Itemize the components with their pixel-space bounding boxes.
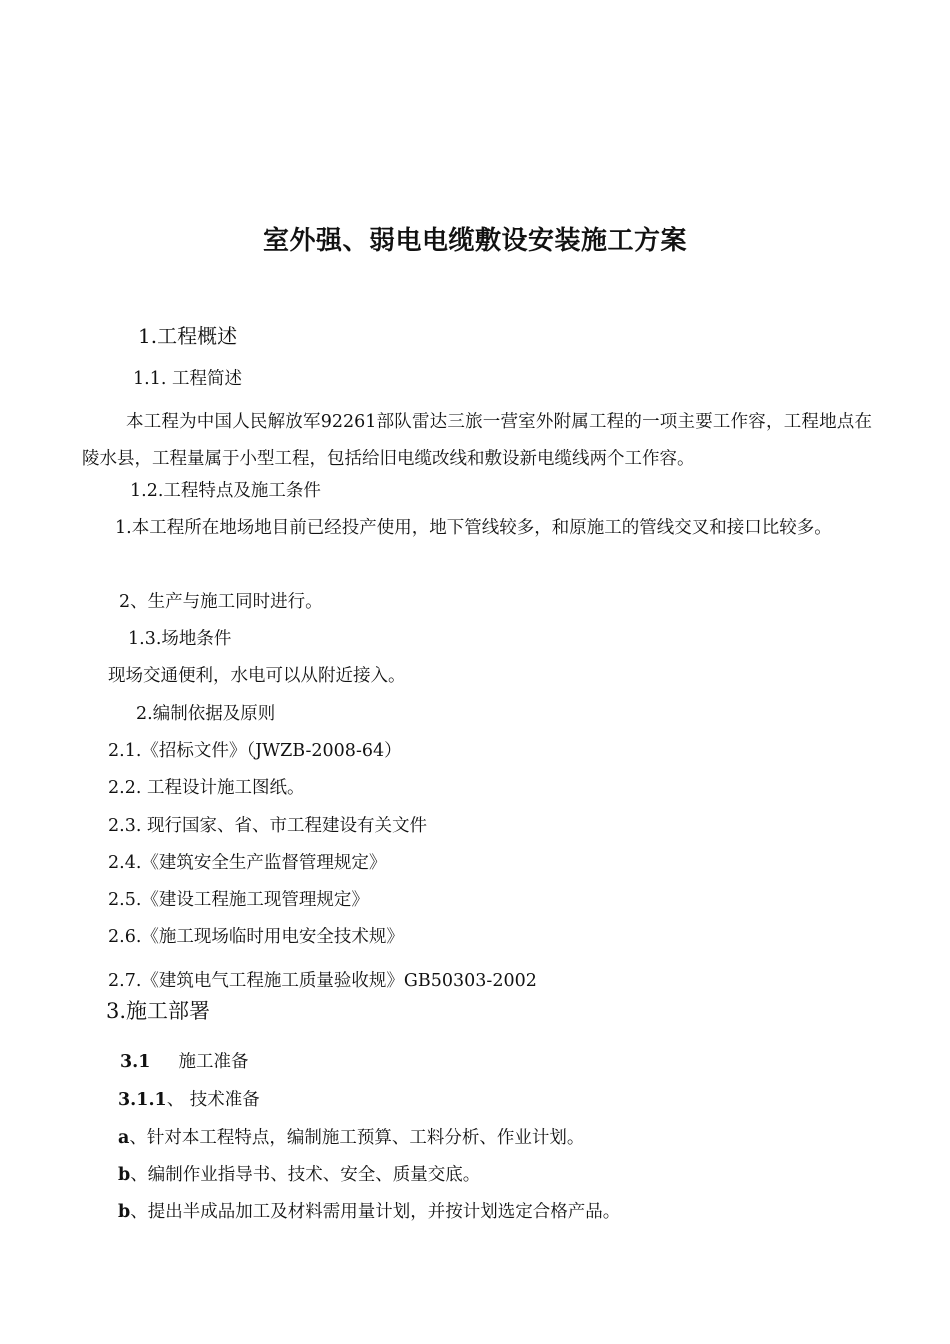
list-item-b-2 bbox=[118, 1200, 620, 1224]
section-3-heading: 3.施工部署 bbox=[106, 999, 211, 1023]
list-item-a-letter: a bbox=[118, 1128, 130, 1148]
list-item-b-1-letter: b bbox=[118, 1165, 131, 1185]
section-1-1-heading: 1.1. 工程简述 bbox=[133, 369, 242, 389]
list-item-a-text: 、针对本工程特点，编制施工预算、工料分析、作业计划。 bbox=[129, 1128, 585, 1148]
section-1-1-paragraph: 本工程为中国人民解放军92261部队雷达三旅一营室外附属工程的一项主要工作容，工程地点在陵水县，工程量属于小型工程，包括给旧电缆改线和敷设新电缆线两个工作容。 bbox=[82, 412, 872, 469]
list-item-b-1 bbox=[118, 1163, 480, 1187]
section-2-item: 2.4.《建筑安全生产监督管理规定》 bbox=[108, 853, 387, 873]
list-item-a bbox=[118, 1126, 584, 1150]
section-3-1-1-number: 3.1.1 bbox=[118, 1090, 167, 1110]
document-title: 室外强、弱电电缆敷设安装施工方案 bbox=[262, 226, 687, 256]
section-2-item: 2.3. 现行国家、省、市工程建设有关文件 bbox=[108, 816, 427, 836]
section-2-item: 2.7.《建筑电气工程施工质量验收规》GB50303-2002 bbox=[108, 971, 537, 991]
section-1-heading: 1.工程概述 bbox=[138, 324, 238, 348]
section-1-2-item-2: 2、生产与施工同时进行。 bbox=[119, 592, 323, 612]
section-2-item: 2.5.《建设工程施工现管理规定》 bbox=[108, 890, 369, 910]
section-1-2-item-1: 1.本工程所在地场地目前已经投产使用，地下管线较多，和原施工的管线交叉和接口比较多。 bbox=[115, 518, 832, 538]
section-2-item: 2.2. 工程设计施工图纸。 bbox=[108, 778, 305, 798]
section-3-1-1-text: 、 技术准备 bbox=[166, 1090, 260, 1110]
list-item-b-2-letter: b bbox=[118, 1202, 131, 1222]
section-2-item: 2.1.《招标文件》（JWZB-2008-64） bbox=[108, 741, 402, 761]
section-3-1-1-heading bbox=[118, 1088, 260, 1112]
section-1-3-heading: 1.3.场地条件 bbox=[128, 629, 232, 649]
section-3-1-text: 施工准备 bbox=[178, 1052, 249, 1072]
section-2-heading: 2.编制依据及原则 bbox=[136, 704, 276, 724]
section-1-3-text: 现场交通便利，水电可以从附近接入。 bbox=[108, 666, 406, 686]
section-2-item: 2.6.《施工现场临时用电安全技术规》 bbox=[108, 927, 404, 947]
section-1-2-heading: 1.2.工程特点及施工条件 bbox=[130, 481, 321, 501]
section-3-1-heading bbox=[120, 1050, 248, 1074]
list-item-b-1-text: 、编制作业指导书、技术、安全、质量交底。 bbox=[130, 1165, 481, 1185]
list-item-b-2-text: 、提出半成品加工及材料需用量计划，并按计划选定合格产品。 bbox=[130, 1202, 621, 1222]
section-3-1-number: 3.1 bbox=[120, 1052, 151, 1072]
